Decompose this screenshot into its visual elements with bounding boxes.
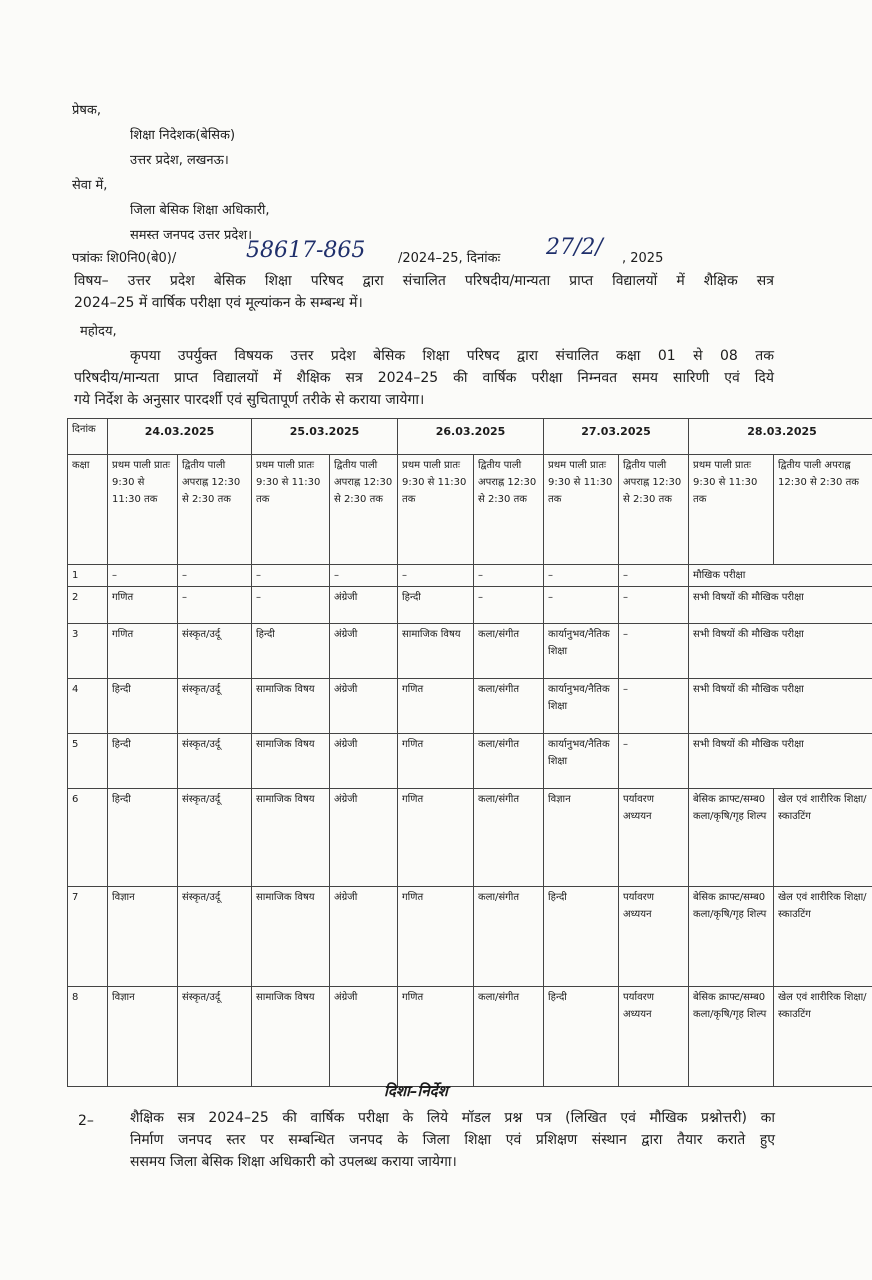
body-line: कृपया उपर्युक्त विषयक उत्तर प्रदेश बेसिक शिक्षा परिषद द्वारा संचालित कक्षा 01 से 08 तक bbox=[130, 348, 774, 364]
subject-cell: – bbox=[330, 565, 398, 587]
subject-line: विषय– उत्तर प्रदेश बेसिक शिक्षा परिषद द्वारा संचालित परिषदीय/मान्यता प्राप्त विद्यालयों में शैक्षिक सत्र bbox=[74, 273, 774, 289]
subject-cell: हिन्दी bbox=[398, 587, 474, 624]
subject-cell: – bbox=[178, 587, 252, 624]
shift-header: प्रथम पाली प्रातः 9:30 से 11:30 तक bbox=[252, 455, 330, 565]
recipient-name: जिला बेसिक शिक्षा अधिकारी, bbox=[130, 203, 270, 218]
subject-cell: पर्यावरण अध्ययन bbox=[619, 789, 689, 887]
class-number: 7 bbox=[68, 887, 108, 987]
subject-cell: पर्यावरण अध्ययन bbox=[619, 987, 689, 1087]
shift-header: द्वितीय पाली अपराह्न 12:30 से 2:30 तक bbox=[178, 455, 252, 565]
recipient-label: सेवा में, bbox=[72, 178, 108, 193]
subject-cell: अंग्रेजी bbox=[330, 987, 398, 1087]
oral-exam-cell: सभी विषयों की मौखिक परीक्षा bbox=[689, 679, 872, 734]
subject-cell: विज्ञान bbox=[544, 789, 619, 887]
subject-cell: बेसिक क्राफ्ट/सम्ब0 कला/कृषि/गृह शिल्प bbox=[689, 789, 774, 887]
shift-header: द्वितीय पाली अपराह्न 12:30 से 2:30 तक bbox=[774, 455, 872, 565]
subject-cell: – bbox=[178, 565, 252, 587]
recipient-place: समस्त जनपद उत्तर प्रदेश। bbox=[130, 228, 253, 243]
shift-header: द्वितीय पाली अपराह्न 12:30 से 2:30 तक bbox=[474, 455, 544, 565]
oral-exam-cell: सभी विषयों की मौखिक परीक्षा bbox=[689, 624, 872, 679]
subject-cell: सामाजिक विषय bbox=[252, 789, 330, 887]
subject-cell: विज्ञान bbox=[108, 987, 178, 1087]
body-paragraph bbox=[74, 345, 774, 411]
table-row bbox=[68, 565, 872, 587]
subject-cell: – bbox=[619, 734, 689, 789]
subject bbox=[74, 270, 774, 314]
subject-cell: सामाजिक विषय bbox=[252, 987, 330, 1087]
table-row bbox=[68, 734, 872, 789]
subject-cell: गणित bbox=[398, 987, 474, 1087]
subject-cell: कला/संगीत bbox=[474, 624, 544, 679]
subject-cell: सामाजिक विषय bbox=[252, 887, 330, 987]
subject-cell: – bbox=[619, 587, 689, 624]
body-line: गये निर्देश के अनुसार पारदर्शी एवं सुचितापूर्ण तरीके से कराया जायेगा। bbox=[74, 392, 425, 408]
shift-header: प्रथम पाली प्रातः 9:30 से 11:30 तक bbox=[398, 455, 474, 565]
subject-cell: कार्यानुभव/नैतिक शिक्षा bbox=[544, 734, 619, 789]
guideline-line: शैक्षिक सत्र 2024–25 की वार्षिक परीक्षा के लिये मॉडल प्रश्न पत्र (लिखित एवं मौखिक प्रश्नोत्तरी) का bbox=[130, 1110, 775, 1126]
subject-cell: कला/संगीत bbox=[474, 679, 544, 734]
reference-middle: /2024–25, दिनांकः bbox=[398, 251, 501, 266]
date-header: 27.03.2025 bbox=[544, 419, 689, 455]
guideline-line: ससमय जिला बेसिक शिक्षा अधिकारी को उपलब्ध कराया जायेगा। bbox=[130, 1154, 457, 1170]
subject-cell: संस्कृत/उर्दू bbox=[178, 734, 252, 789]
subject-cell: संस्कृत/उर्दू bbox=[178, 987, 252, 1087]
body-line: परिषदीय/मान्यता प्राप्त विद्यालयों में शैक्षिक सत्र 2024–25 की वार्षिक परीक्षा निम्नवत समय सारिणी एवं दिये bbox=[74, 370, 774, 386]
sender-label: प्रेषक, bbox=[72, 103, 102, 118]
subject-cell: – bbox=[544, 565, 619, 587]
subject-cell: बेसिक क्राफ्ट/सम्ब0 कला/कृषि/गृह शिल्प bbox=[689, 887, 774, 987]
oral-exam-cell: मौखिक परीक्षा bbox=[689, 565, 872, 587]
class-number: 1 bbox=[68, 565, 108, 587]
subject-cell: अंग्रेजी bbox=[330, 587, 398, 624]
subject-cell: विज्ञान bbox=[108, 887, 178, 987]
shift-header: प्रथम पाली प्रातः 9:30 से 11:30 तक bbox=[544, 455, 619, 565]
subject-cell: कला/संगीत bbox=[474, 734, 544, 789]
sender-name: शिक्षा निदेशक(बेसिक) bbox=[130, 128, 236, 143]
date-header-label: दिनांक bbox=[68, 419, 108, 455]
subject-cell: संस्कृत/उर्दू bbox=[178, 624, 252, 679]
subject-cell: कार्यानुभव/नैतिक शिक्षा bbox=[544, 624, 619, 679]
guideline-paragraph bbox=[130, 1107, 775, 1173]
subject-cell: सामाजिक विषय bbox=[252, 679, 330, 734]
subject-cell: – bbox=[619, 679, 689, 734]
subject-cell: हिन्दी bbox=[108, 734, 178, 789]
subject-cell: गणित bbox=[398, 679, 474, 734]
subject-cell: सामाजिक विषय bbox=[398, 624, 474, 679]
table-row bbox=[68, 987, 872, 1087]
table-row bbox=[68, 624, 872, 679]
subject-cell: कला/संगीत bbox=[474, 987, 544, 1087]
subject-cell: गणित bbox=[398, 734, 474, 789]
date-header: 28.03.2025 bbox=[689, 419, 872, 455]
table-row bbox=[68, 789, 872, 887]
subject-cell: – bbox=[474, 587, 544, 624]
subject-cell: संस्कृत/उर्दू bbox=[178, 679, 252, 734]
class-number: 2 bbox=[68, 587, 108, 624]
guidelines-title: दिशा–निर्देश bbox=[384, 1082, 448, 1100]
subject-cell: खेल एवं शारीरिक शिक्षा/स्काउटिंग bbox=[774, 789, 872, 887]
class-number: 4 bbox=[68, 679, 108, 734]
reference-year: , 2025 bbox=[622, 251, 664, 266]
oral-exam-cell: सभी विषयों की मौखिक परीक्षा bbox=[689, 734, 872, 789]
subject-cell: सामाजिक विषय bbox=[252, 734, 330, 789]
subject-cell: कार्यानुभव/नैतिक शिक्षा bbox=[544, 679, 619, 734]
subject-cell: गणित bbox=[108, 587, 178, 624]
sender-place: उत्तर प्रदेश, लखनऊ। bbox=[130, 153, 229, 168]
oral-exam-cell: सभी विषयों की मौखिक परीक्षा bbox=[689, 587, 872, 624]
subject-cell: – bbox=[544, 587, 619, 624]
subject-cell: अंग्रेजी bbox=[330, 624, 398, 679]
subject-cell: खेल एवं शारीरिक शिक्षा/स्काउटिंग bbox=[774, 887, 872, 987]
subject-cell: हिन्दी bbox=[252, 624, 330, 679]
subject-cell: – bbox=[108, 565, 178, 587]
exam-schedule-table bbox=[67, 418, 872, 1087]
date-header: 25.03.2025 bbox=[252, 419, 398, 455]
class-number: 5 bbox=[68, 734, 108, 789]
subject-cell: अंग्रेजी bbox=[330, 734, 398, 789]
subject-cell: – bbox=[252, 587, 330, 624]
guideline-number: 2– bbox=[78, 1113, 94, 1129]
subject-cell: – bbox=[252, 565, 330, 587]
date-header: 24.03.2025 bbox=[108, 419, 252, 455]
subject-cell: हिन्दी bbox=[544, 987, 619, 1087]
shift-header: प्रथम पाली प्रातः 9:30 से 11:30 तक bbox=[689, 455, 774, 565]
shift-header: प्रथम पाली प्रातः 9:30 से 11:30 तक bbox=[108, 455, 178, 565]
subject-cell: गणित bbox=[398, 887, 474, 987]
table-row bbox=[68, 887, 872, 987]
subject-cell: संस्कृत/उर्दू bbox=[178, 887, 252, 987]
handwritten-date: 27/2/ bbox=[546, 235, 603, 260]
subject-cell: अंग्रेजी bbox=[330, 789, 398, 887]
subject-cell: खेल एवं शारीरिक शिक्षा/स्काउटिंग bbox=[774, 987, 872, 1087]
class-number: 3 bbox=[68, 624, 108, 679]
handwritten-letter-number: 58617-865 bbox=[246, 238, 366, 263]
subject-cell: अंग्रेजी bbox=[330, 887, 398, 987]
subject-cell: गणित bbox=[108, 624, 178, 679]
subject-line: 2024–25 में वार्षिक परीक्षा एवं मूल्यांकन के सम्बन्ध में। bbox=[74, 295, 363, 311]
subject-cell: पर्यावरण अध्ययन bbox=[619, 887, 689, 987]
table-row bbox=[68, 679, 872, 734]
subject-cell: बेसिक क्राफ्ट/सम्ब0 कला/कृषि/गृह शिल्प bbox=[689, 987, 774, 1087]
subject-cell: अंग्रेजी bbox=[330, 679, 398, 734]
shift-header-row bbox=[68, 455, 872, 565]
subject-cell: संस्कृत/उर्दू bbox=[178, 789, 252, 887]
subject-cell: – bbox=[398, 565, 474, 587]
subject-cell: कला/संगीत bbox=[474, 887, 544, 987]
table-row bbox=[68, 587, 872, 624]
date-header: 26.03.2025 bbox=[398, 419, 544, 455]
shift-header: द्वितीय पाली अपराह्न 12:30 से 2:30 तक bbox=[330, 455, 398, 565]
subject-cell: – bbox=[619, 624, 689, 679]
subject-cell: हिन्दी bbox=[544, 887, 619, 987]
class-number: 8 bbox=[68, 987, 108, 1087]
class-number: 6 bbox=[68, 789, 108, 887]
reference-prefix: पत्रांकः शि0नि0(बे0)/ bbox=[72, 251, 177, 266]
subject-cell: कला/संगीत bbox=[474, 789, 544, 887]
shift-header: द्वितीय पाली अपराह्न 12:30 से 2:30 तक bbox=[619, 455, 689, 565]
class-header-label: कक्षा bbox=[68, 455, 108, 565]
subject-cell: हिन्दी bbox=[108, 679, 178, 734]
date-header-row bbox=[68, 419, 872, 455]
subject-cell: हिन्दी bbox=[108, 789, 178, 887]
subject-cell: गणित bbox=[398, 789, 474, 887]
salutation: महोदय, bbox=[80, 324, 117, 339]
subject-cell: – bbox=[619, 565, 689, 587]
guideline-line: निर्माण जनपद स्तर पर सम्बन्धित जनपद के जिला शिक्षा एवं प्रशिक्षण संस्थान द्वारा तैयार कराते हुए bbox=[130, 1132, 775, 1148]
subject-cell: – bbox=[474, 565, 544, 587]
